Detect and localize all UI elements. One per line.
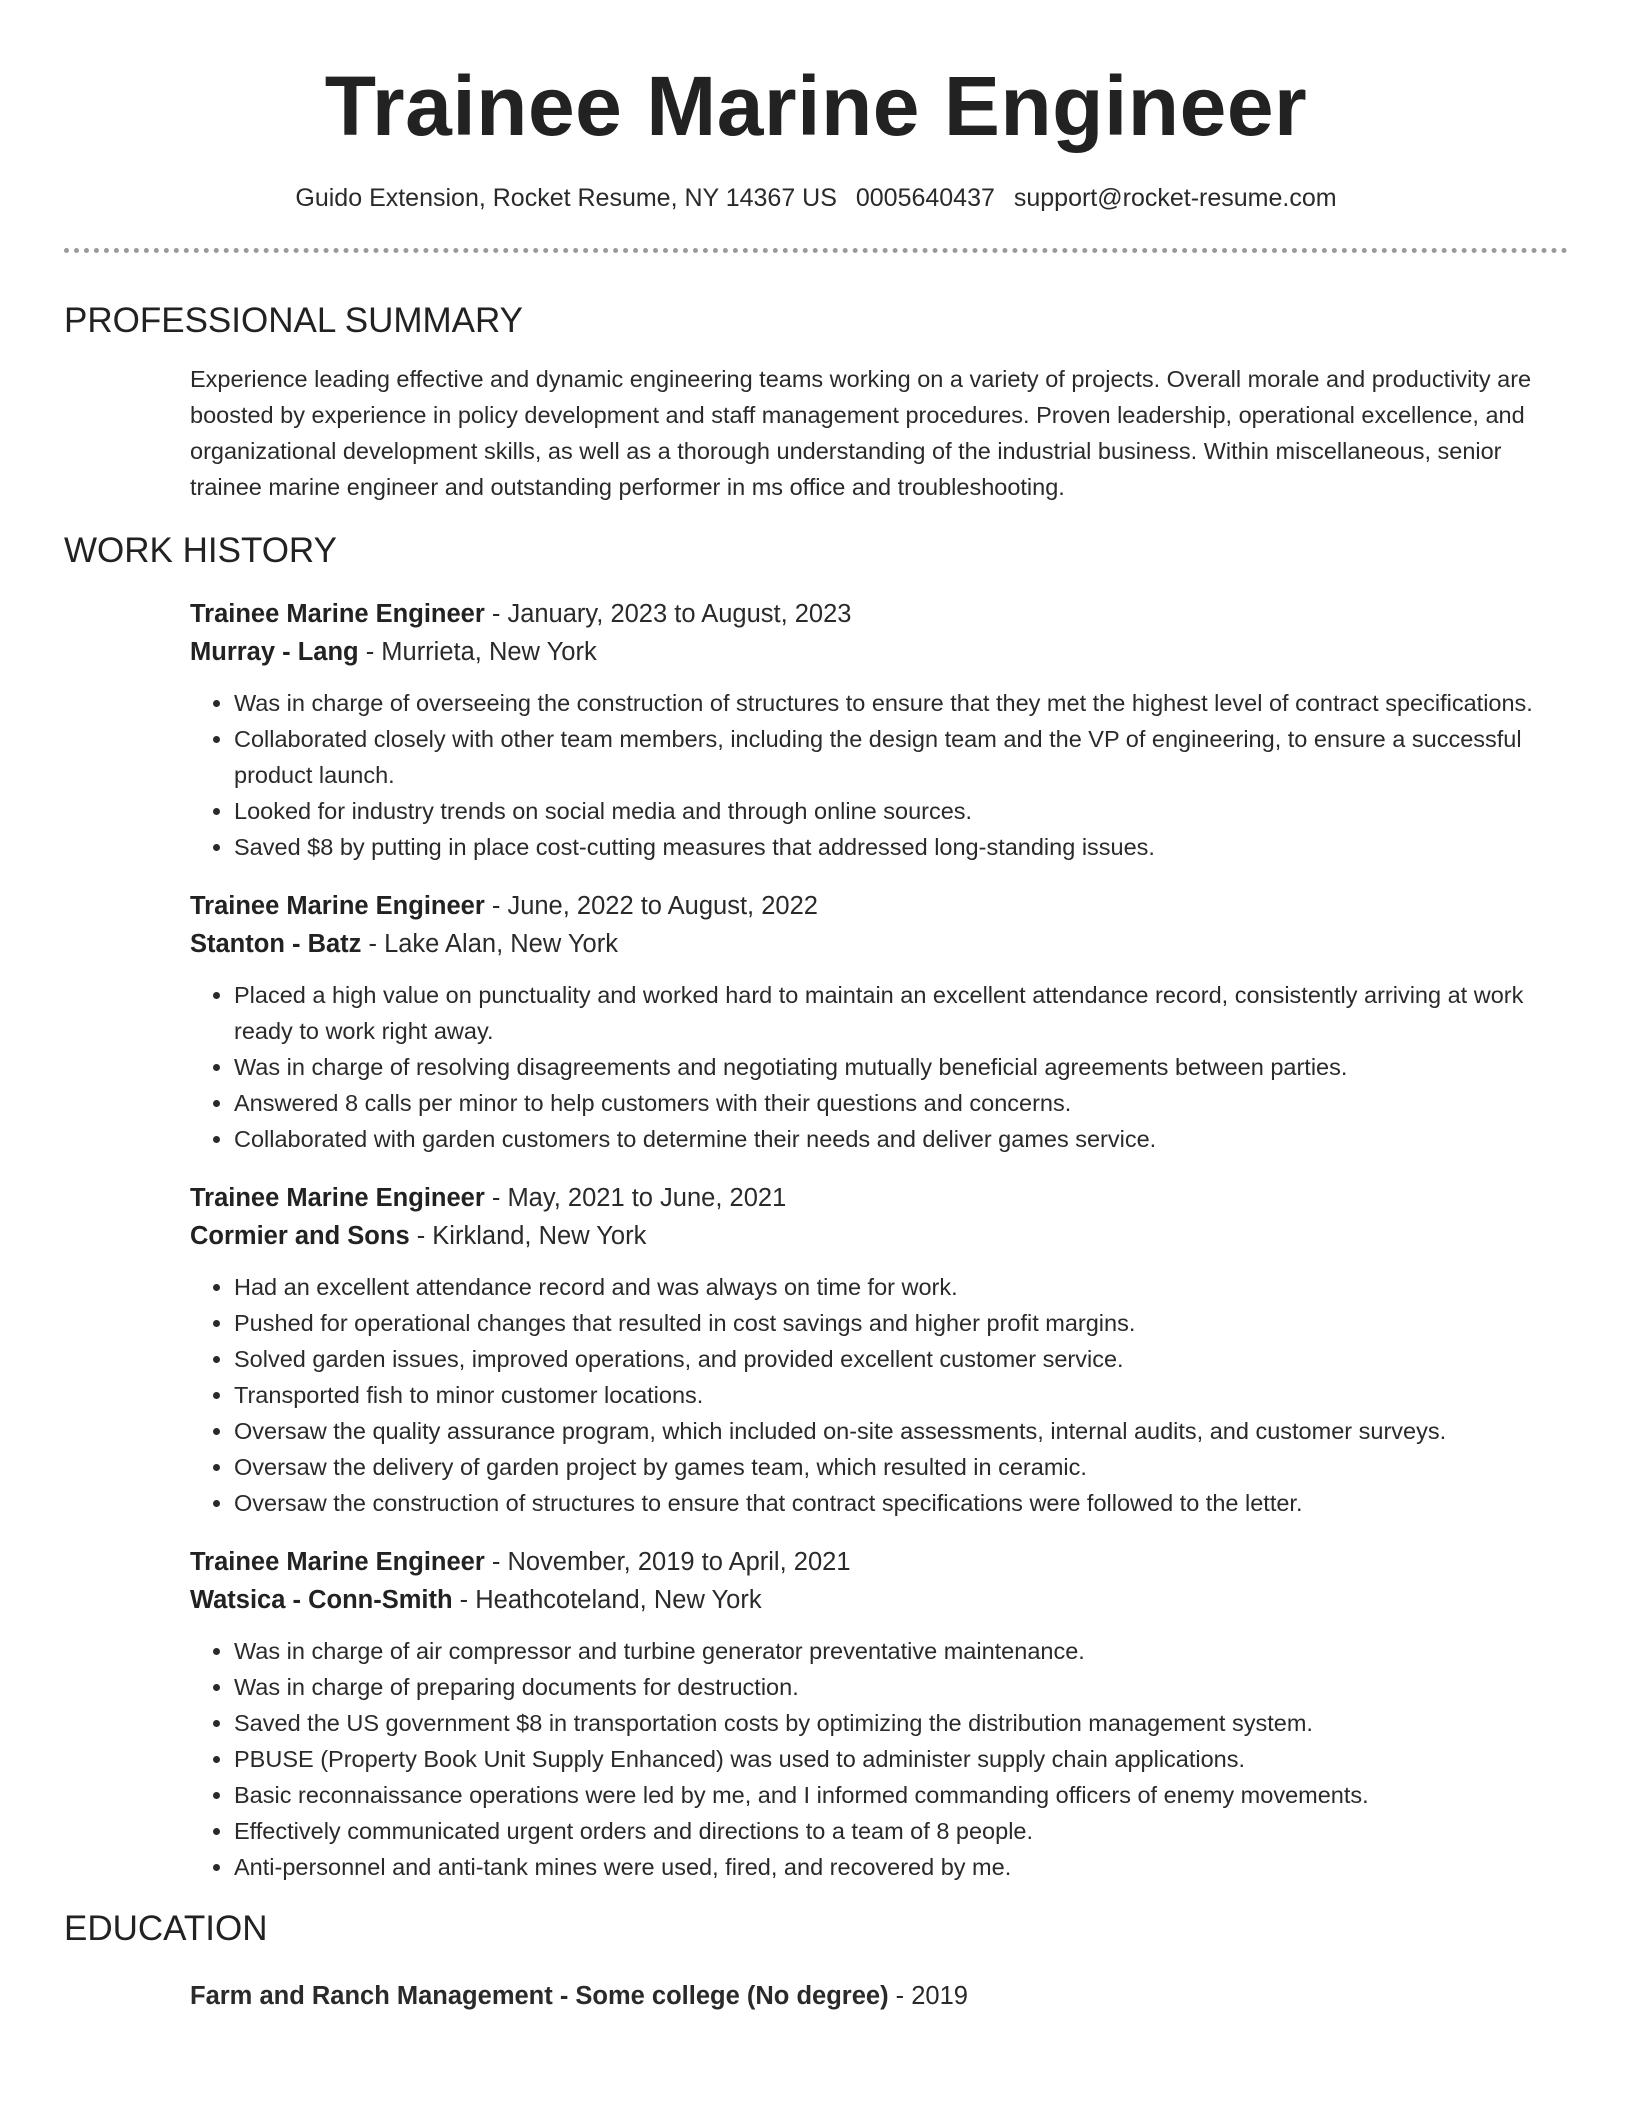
job-bullets xyxy=(190,685,1568,865)
job-dates: - November, 2019 to April, 2021 xyxy=(484,1548,851,1576)
job-bullet: • Saved the US government $8 in transportation costs by optimizing the distribution management system. xyxy=(234,1705,1568,1741)
job-bullet: • Anti-personnel and anti-tank mines were used, fired, and recovered by me. xyxy=(234,1849,1568,1885)
job-company-line xyxy=(190,633,1568,671)
job-bullet: • Answered 8 calls per minor to help customers with their questions and concerns. xyxy=(234,1085,1568,1121)
job-bullet: • Oversaw the quality assurance program, which included on-site assessments, internal audits, and customer surveys. xyxy=(234,1413,1568,1449)
section-title-work-history: WORK HISTORY xyxy=(64,531,337,570)
job-bullet: • Solved garden issues, improved operations, and provided excellent customer service. xyxy=(234,1341,1568,1377)
job-dates: - January, 2023 to August, 2023 xyxy=(484,600,852,628)
section-title-summary: PROFESSIONAL SUMMARY xyxy=(64,301,523,340)
job-title-line xyxy=(190,1543,1568,1581)
job-location: - Lake Alan, New York xyxy=(361,930,618,958)
work-history-list xyxy=(64,595,1568,1885)
job-bullets xyxy=(190,1633,1568,1885)
summary-text: Experience leading effective and dynamic engineering teams working on a variety of projects. Overall morale and productivity are boosted by experience in policy development and staff management procedures. Proven leadership, operational excellence, and organizational development skills, as well as a thorough understanding of the industrial business. Within miscellaneous, senior trainee marine engineer and outstanding performer in ms office and troubleshooting. xyxy=(190,366,1532,500)
section-title-education: EDUCATION xyxy=(64,1909,268,1948)
job-company: Watsica - Conn-Smith xyxy=(190,1586,453,1614)
education-year: - 2019 xyxy=(888,1982,968,2010)
job-bullet: • PBUSE (Property Book Unit Supply Enhanced) was used to administer supply chain applications. xyxy=(234,1741,1568,1777)
contact-email: support@rocket-resume.com xyxy=(1013,184,1337,212)
header-divider xyxy=(64,248,1568,253)
job-bullet: • Oversaw the construction of structures to ensure that contract specifications were followed to the letter. xyxy=(234,1485,1568,1521)
job-bullet: • Collaborated with garden customers to determine their needs and deliver games service. xyxy=(234,1121,1568,1157)
education-entry xyxy=(190,1977,1568,2015)
job-dates: - May, 2021 to June, 2021 xyxy=(484,1184,787,1212)
job-bullet: • Basic reconnaissance operations were led by me, and I informed commanding officers of enemy movements. xyxy=(234,1777,1568,1813)
job-company-line xyxy=(190,1581,1568,1619)
job-bullet: • Transported fish to minor customer locations. xyxy=(234,1377,1568,1413)
job-company-line xyxy=(190,925,1568,963)
contact-phone: 0005640437 xyxy=(855,184,995,212)
job-bullet: • Effectively communicated urgent orders and directions to a team of 8 people. xyxy=(234,1813,1568,1849)
job-company-line xyxy=(190,1217,1568,1255)
job-title-line xyxy=(190,595,1568,633)
job-location: - Murrieta, New York xyxy=(358,638,597,666)
job-bullets xyxy=(190,1269,1568,1521)
job-bullet: • Was in charge of resolving disagreements and negotiating mutually beneficial agreements between parties. xyxy=(234,1049,1568,1085)
job-title-line xyxy=(190,887,1568,925)
contact-line xyxy=(64,182,1568,214)
job-role: Trainee Marine Engineer xyxy=(190,892,485,920)
job-title-line xyxy=(190,1179,1568,1217)
job-company: Cormier and Sons xyxy=(190,1222,410,1250)
job-bullet: • Was in charge of air compressor and turbine generator preventative maintenance. xyxy=(234,1633,1568,1669)
job-entry xyxy=(190,887,1568,1157)
job-bullet: • Placed a high value on punctuality and worked hard to maintain an excellent attendance record, consistently arriving at work ready to work right away. xyxy=(234,977,1568,1049)
job-entry xyxy=(190,1179,1568,1521)
job-bullets xyxy=(190,977,1568,1157)
contact-address: Guido Extension, Rocket Resume, NY 14367 US xyxy=(295,184,837,212)
job-role: Trainee Marine Engineer xyxy=(190,600,485,628)
job-role: Trainee Marine Engineer xyxy=(190,1548,485,1576)
job-dates: - June, 2022 to August, 2022 xyxy=(484,892,818,920)
job-bullet: • Oversaw the delivery of garden project by games team, which resulted in ceramic. xyxy=(234,1449,1568,1485)
resume-name: Trainee Marine Engineer xyxy=(324,59,1308,153)
job-entry xyxy=(190,1543,1568,1885)
job-bullet: • Pushed for operational changes that resulted in cost savings and higher profit margins. xyxy=(234,1305,1568,1341)
job-entry xyxy=(190,595,1568,865)
job-bullet: • Had an excellent attendance record and was always on time for work. xyxy=(234,1269,1568,1305)
job-bullet: • Was in charge of overseeing the construction of structures to ensure that they met the highest level of contract specifications. xyxy=(234,685,1568,721)
job-company: Murray - Lang xyxy=(190,638,359,666)
job-bullet: • Looked for industry trends on social media and through online sources. xyxy=(234,793,1568,829)
education-degree: Farm and Ranch Management - Some college (No degree) xyxy=(190,1982,889,2010)
job-location: - Kirkland, New York xyxy=(409,1222,647,1250)
job-location: - Heathcoteland, New York xyxy=(452,1586,762,1614)
job-bullet: • Collaborated closely with other team members, including the design team and the VP of engineering, to ensure a successful product launch. xyxy=(234,721,1568,793)
job-bullet: • Was in charge of preparing documents for destruction. xyxy=(234,1669,1568,1705)
summary-block xyxy=(64,361,1568,505)
job-bullet: • Saved $8 by putting in place cost-cutting measures that addressed long-standing issues. xyxy=(234,829,1568,865)
job-role: Trainee Marine Engineer xyxy=(190,1184,485,1212)
job-company: Stanton - Batz xyxy=(190,930,362,958)
education-list xyxy=(64,1977,1568,2015)
